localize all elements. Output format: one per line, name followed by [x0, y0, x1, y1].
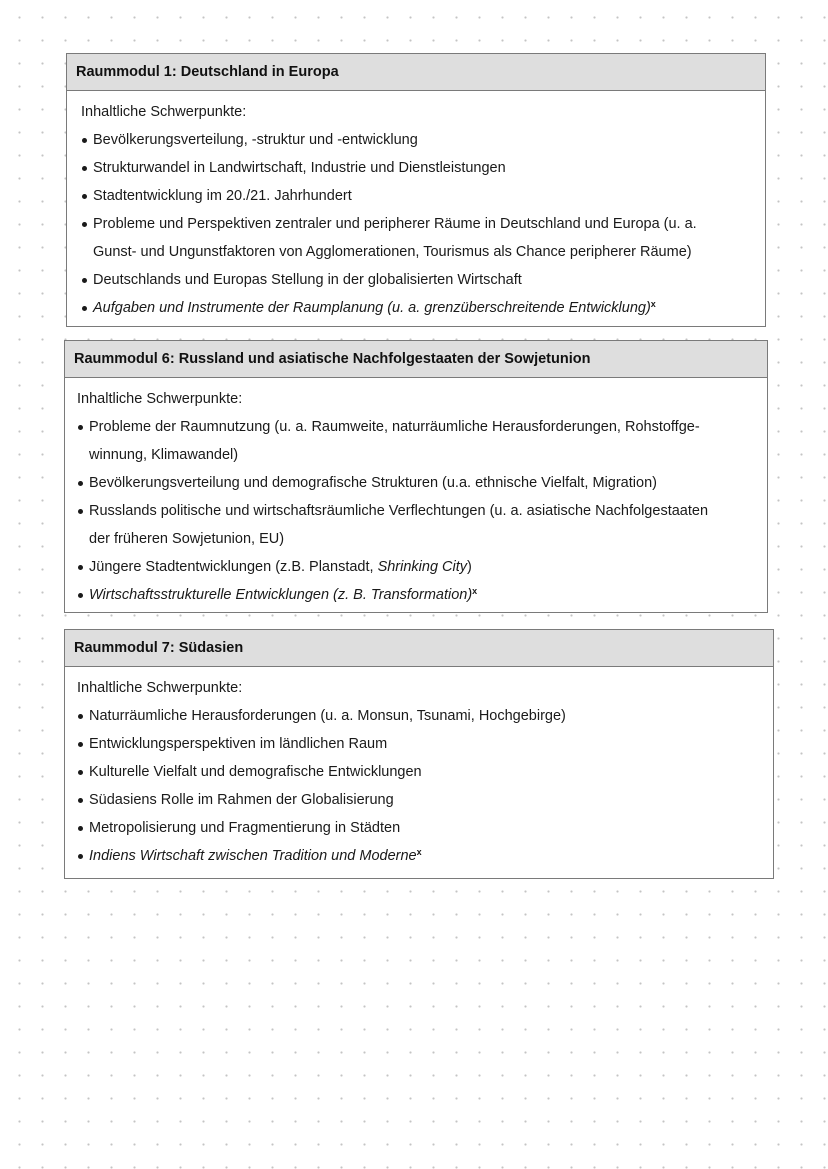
- list-item: Deutschlands und Europas Stellung in der globalisierten Wirtschaft: [81, 266, 755, 294]
- module-body: [65, 667, 773, 870]
- focus-list: [77, 413, 757, 609]
- list-item: Entwicklungsperspektiven im ländlichen Raum: [77, 730, 763, 758]
- list-item: Probleme und Perspektiven zentraler und peripherer Räume in Deutschland und Europa (u. a. Gunst- und Ungunstfaktoren von Agglomerationen, Tourismus als Chance peripherer Räume): [81, 210, 755, 266]
- module-body: [67, 91, 765, 322]
- list-item: Russlands politische und wirtschaftsräumliche Verflechtungen (u. a. asiatische Nachfolgestaaten der früheren Sowjetunion, EU): [77, 497, 757, 553]
- focus-heading: Inhaltliche Schwerpunkte:: [81, 104, 247, 120]
- list-item: Bevölkerungsverteilung und demografische Strukturen (u.a. ethnische Vielfalt, Migration): [77, 469, 757, 497]
- footnote-mark: x: [650, 299, 656, 309]
- module-title: Raummodul 1: Deutschland in Europa: [67, 54, 765, 91]
- list-item: Probleme der Raumnutzung (u. a. Raumweite, naturräumliche Herausforderungen, Rohstoffge- winnung, Klimawandel): [77, 413, 757, 469]
- module-title: Raummodul 6: Russland und asiatische Nachfolgestaaten der Sowjetunion: [65, 341, 767, 378]
- module-suedasien: [64, 629, 774, 879]
- list-item: Wirtschaftsstrukturelle Entwicklungen (z. B. Transformation)$^x$: [77, 581, 757, 609]
- list-item: Aufgaben und Instrumente der Raumplanung (u. a. grenzüberschreitende Entwicklung)$^x$: [81, 294, 755, 322]
- focus-heading: Inhaltliche Schwerpunkte:: [77, 391, 243, 407]
- list-item: Strukturwandel in Landwirtschaft, Industrie und Dienstleistungen: [81, 154, 755, 182]
- list-item: Kulturelle Vielfalt und demografische Entwicklungen: [77, 758, 763, 786]
- list-item: Jüngere Stadtentwicklungen (z.B. Planstadt, Shrinking City): [77, 553, 757, 581]
- list-item: Metropolisierung und Fragmentierung in Städten: [77, 814, 763, 842]
- module-body: [65, 378, 767, 609]
- focus-list: [77, 702, 763, 870]
- list-item: Südasiens Rolle im Rahmen der Globalisierung: [77, 786, 763, 814]
- module-deutschland-in-europa: [66, 53, 766, 327]
- list-item: Indiens Wirtschaft zwischen Tradition und Moderne$^x$: [77, 842, 763, 870]
- module-title: Raummodul 7: Südasien: [65, 630, 773, 667]
- focus-list: [81, 126, 755, 322]
- list-item: Stadtentwicklung im 20./21. Jahrhundert: [81, 182, 755, 210]
- module-russland: [64, 340, 768, 613]
- focus-heading: Inhaltliche Schwerpunkte:: [77, 680, 243, 696]
- list-item: Naturräumliche Herausforderungen (u. a. Monsun, Tsunami, Hochgebirge): [77, 702, 763, 730]
- footnote-mark: x: [472, 586, 478, 596]
- list-item: Bevölkerungsverteilung, -struktur und -entwicklung: [81, 126, 755, 154]
- footnote-mark: x: [416, 847, 422, 857]
